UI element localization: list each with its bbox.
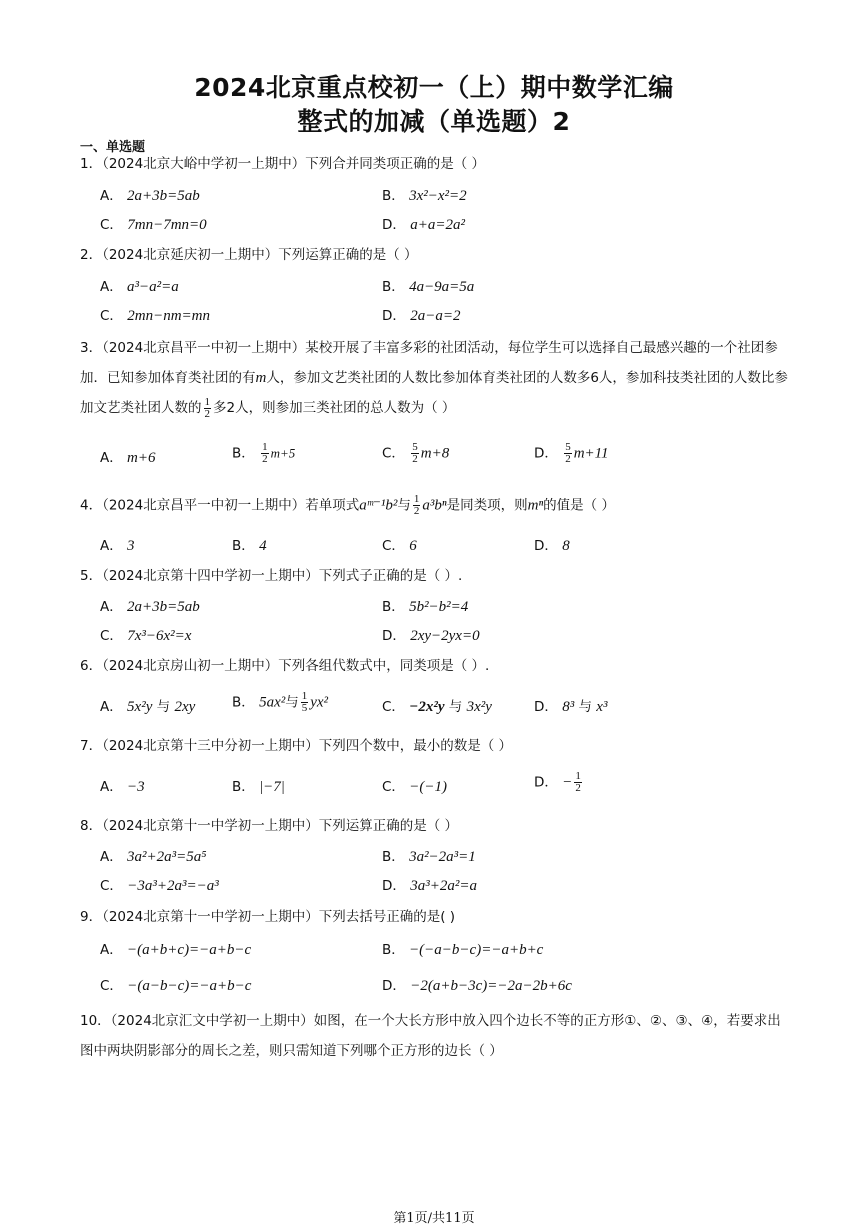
- q6-option-b: B． 5ax²与 $\frac{1}{5}$ yx²: [232, 690, 329, 714]
- question-2-stem: 2．（2024北京延庆初一上期中）下列运算正确的是（ ）: [80, 247, 418, 263]
- q3-option-d: D． $\frac{5}{2}$ m+11: [534, 441, 609, 465]
- q3-stem-fraction: $\frac{1}{2}$: [204, 395, 210, 420]
- q5-option-b: B． 5b²−b²=4: [382, 599, 469, 615]
- question-3-stem: 3．（2024北京昌平一中初一上期中）某校开展了丰富多彩的社团活动，每位学生可以选择自己最感兴趣的一个社团参加．已知参加体育类社团的有m人，参加文艺类社团的人数比参加体育类社团的人数多6人，参加科技类社团的人数比参加文艺类社团人数的 $\frac{1}{2}$ 多2人，则参加三类社团的总人数为（ ）: [80, 340, 788, 420]
- q8-option-b: B． 3a²−2a³=1: [382, 849, 476, 865]
- question-6-stem: 6．（2024北京房山初一上期中）下列各组代数式中，同类项是（ ）.: [80, 658, 490, 674]
- q8-option-a: A． 3a²+2a³=5a⁵: [100, 849, 207, 865]
- question-10-stem: 10．（2024北京汇文中学初一上期中）如图，在一个大长方形中放入四个边长不等的正方形①、②、③、④，若要求出图中两块阴影部分的周长之差，则只需知道下列哪个正方形的边长（ ）: [80, 1013, 781, 1059]
- q7-option-a: A． −3: [100, 779, 145, 795]
- q9-option-b: B． −(−a−b−c)=−a+b+c: [382, 942, 544, 958]
- q9-option-d: D． −2(a+b−3c)=−2a−2b+6c: [382, 978, 572, 994]
- question-1-stem: 1．（2024北京大峪中学初一上期中）下列合并同类项正确的是（ ）: [80, 156, 485, 172]
- section-heading: 一、单选题: [80, 140, 146, 155]
- q3-option-c: C． $\frac{5}{2}$ m+8: [382, 441, 450, 465]
- q1-option-d: D． a+a=2a²: [382, 217, 465, 233]
- q7-option-d: D． − $\frac{1}{2}$: [534, 770, 581, 794]
- q8-option-c: C． −3a³+2a³=−a³: [100, 878, 219, 894]
- q4-option-d: D． 8: [534, 538, 570, 554]
- q3-option-b: B． $\frac{1}{2}$ m+5: [232, 441, 296, 465]
- q7-option-c: C． −(−1): [382, 779, 447, 795]
- q2-option-b: B． 4a−9a=5a: [382, 279, 475, 295]
- q5-option-c: C． 7x³−6x²=x: [100, 628, 192, 644]
- q6-option-a: A． 5x²y 与 2xy: [100, 699, 196, 715]
- q2-option-c: C． 2mn−nm=mn: [100, 308, 210, 324]
- q4-option-b: B． 4: [232, 538, 267, 554]
- q1-option-c: C． 7mn−7mn=0: [100, 217, 207, 233]
- q9-option-a: A． −(a+b+c)=−a+b−c: [100, 942, 252, 958]
- question-4-stem: 4．（2024北京昌平一中初一上期中）若单项式aᵐ⁻¹b²与 $\frac{1}{2}$ a³bⁿ是同类项，则mⁿ的值是（ ）: [80, 493, 615, 517]
- q8-option-d: D． 3a³+2a²=a: [382, 878, 477, 894]
- q3-option-a: A． m+6: [100, 450, 156, 466]
- page-title: 2024北京重点校初一（上）期中数学汇编: [194, 73, 674, 102]
- question-7-stem: 7．（2024北京第十三中分初一上期中）下列四个数中，最小的数是（ ）: [80, 738, 512, 754]
- q1-option-a: A． 2a+3b=5ab: [100, 188, 200, 204]
- question-9-stem: 9．（2024北京第十一中学初一上期中）下列去括号正确的是( ): [80, 909, 456, 925]
- q5-option-d: D． 2xy−2yx=0: [382, 628, 480, 644]
- q4-option-a: A． 3: [100, 538, 135, 554]
- question-8-stem: 8．（2024北京第十一中学初一上期中）下列运算正确的是（ ）: [80, 818, 458, 834]
- q6-option-c: C． −2x²y 与 3x²y: [382, 699, 492, 715]
- question-5-stem: 5．（2024北京第十四中学初一上期中）下列式子正确的是（ ）.: [80, 568, 463, 584]
- q1-option-b: B． 3x²−x²=2: [382, 188, 467, 204]
- q9-option-c: C． −(a−b−c)=−a+b−c: [100, 978, 252, 994]
- q6-option-d: D． 8³ 与 x³: [534, 699, 608, 715]
- q2-option-d: D． 2a−a=2: [382, 308, 461, 324]
- page-subtitle: 整式的加减（单选题）2: [297, 107, 571, 136]
- q4-option-c: C． 6: [382, 538, 417, 554]
- page-footer: 第1页/共11页: [393, 1211, 475, 1226]
- q5-option-a: A． 2a+3b=5ab: [100, 599, 200, 615]
- q2-option-a: A． a³−a²=a: [100, 279, 179, 295]
- q7-option-b: B． |−7|: [232, 779, 285, 795]
